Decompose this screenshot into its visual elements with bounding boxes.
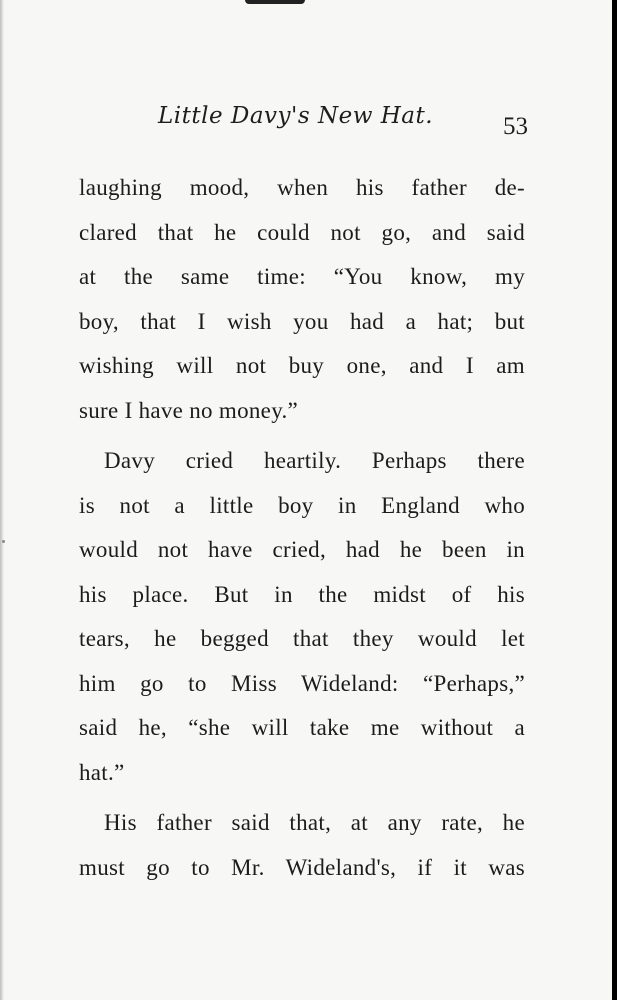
text-line: boy, that I wish you had a hat; but xyxy=(79,308,525,334)
paragraph-1 xyxy=(79,166,525,433)
text-line: must go to Mr. Wideland's, if it was xyxy=(79,854,525,880)
running-title: Little Davy's New Hat. xyxy=(158,103,434,129)
top-edge-mark xyxy=(245,0,305,4)
text-line: His father said that, at any rate, he xyxy=(104,810,525,835)
page-number: 53 xyxy=(503,113,528,140)
text-line: tears, he begged that they would let xyxy=(79,626,525,651)
text-line: clared that he could not go, and said xyxy=(79,219,525,245)
body-text xyxy=(79,166,525,890)
text-line: said he, “she will take me without a xyxy=(79,715,525,740)
text-line: him go to Miss Wideland: “Perhaps,” xyxy=(79,670,525,696)
page-edge-shadow xyxy=(0,0,4,1000)
margin-dot xyxy=(2,540,5,543)
paragraph-3 xyxy=(79,801,525,890)
text-line: Davy cried heartily. Perhaps there xyxy=(104,448,525,473)
text-line: hat.” xyxy=(79,759,125,785)
text-line: laughing mood, when his father de- xyxy=(79,175,525,200)
text-line: his place. But in the midst of his xyxy=(79,581,525,607)
text-line: at the same time: “You know, my xyxy=(79,264,525,289)
paragraph-2 xyxy=(79,439,525,795)
text-line: would not have cried, had he been in xyxy=(79,537,525,562)
text-line: sure I have no money.” xyxy=(79,397,299,423)
text-line: is not a little boy in England who xyxy=(79,492,525,518)
text-line: wishing will not buy one, and I am xyxy=(79,353,525,378)
